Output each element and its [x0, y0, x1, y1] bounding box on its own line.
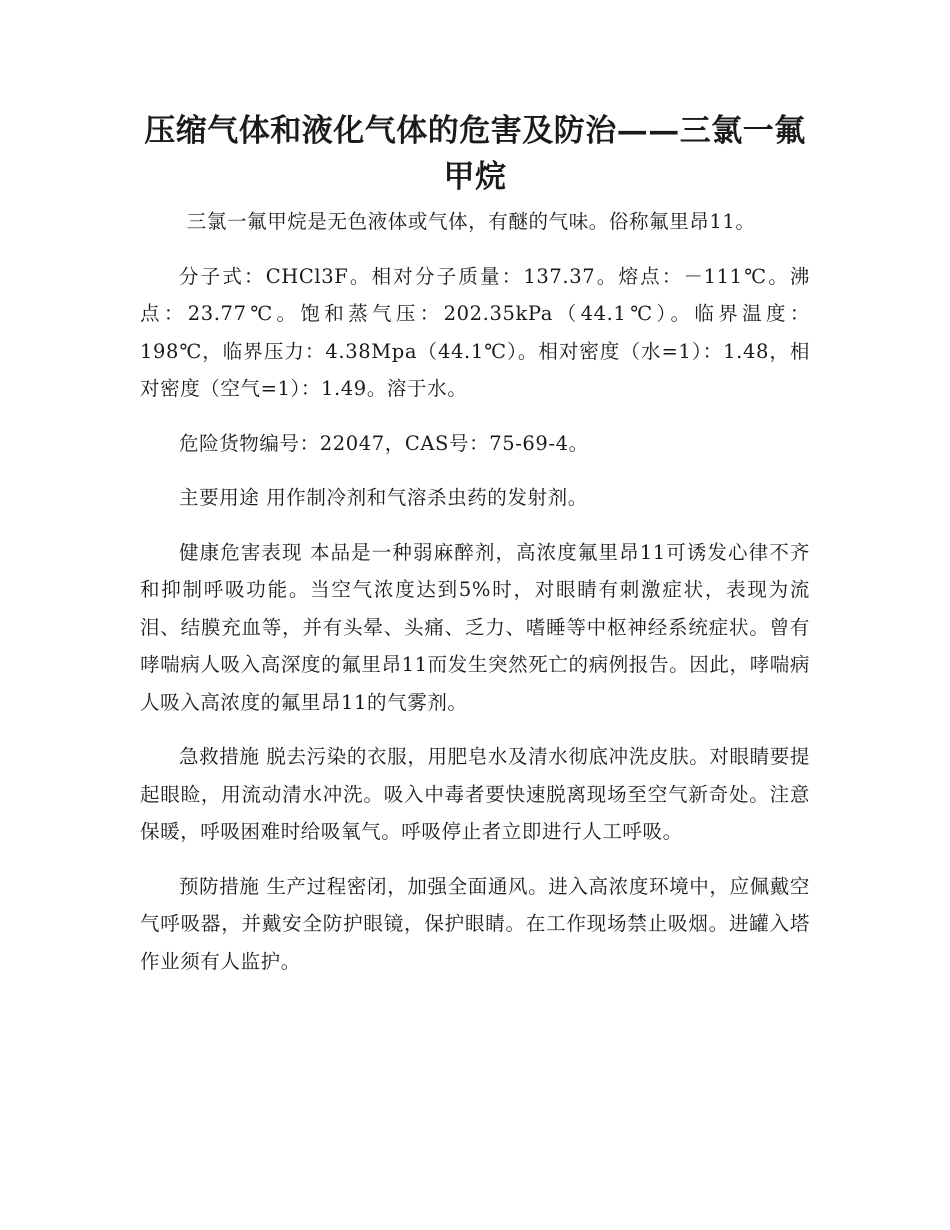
paragraph-text: 三氯一氟甲烷是无色液体或气体，有醚的气味。俗称氟里昂11。	[186, 210, 756, 233]
paragraph-text: 危险货物编号：22047，CAS号：75-69-4。	[179, 431, 589, 455]
paragraph-text: 生产过程密闭，加强全面通风。进入高浓度环境中，应佩戴空气呼吸器，并戴安全防护眼镜，保护眼睛。在工作现场禁止吸烟。进罐入塔作业须有人监护。	[140, 874, 810, 973]
section-label: 预防措施	[179, 874, 260, 898]
section-label: 主要用途	[179, 486, 260, 509]
paragraph-identifiers	[140, 425, 810, 463]
paragraph-first-aid	[140, 738, 810, 851]
paragraph-intro	[140, 203, 810, 241]
section-label: 急救措施	[179, 745, 260, 768]
paragraph-text: 分子式：CHCl3F。相对分子质量：137.37。熔点：－111℃。沸点：23.77℃。饱和蒸气压：202.35kPa（44.1℃）。临界温度：198℃，临界压力：4.38Mpa（44.1℃）。相对密度（水=1）：1.48，相对密度（空气=1）：1.49。溶于水。	[140, 264, 810, 400]
paragraph-prevention	[140, 868, 810, 981]
paragraph-uses	[140, 479, 810, 517]
paragraph-text: 脱去污染的衣服，用肥皂水及清水彻底冲洗皮肤。对眼睛要提起眼睑，用流动清水冲洗。吸入中毒者要快速脱离现场至空气新奇处。注意保暖，呼吸困难时给吸氧气。呼吸停止者立即进行人工呼吸。	[140, 745, 810, 843]
document-title: 压缩气体和液化气体的危害及防治——三氯一氟甲烷	[144, 113, 806, 195]
paragraph-health-hazards	[140, 534, 810, 722]
paragraph-properties	[140, 258, 810, 408]
document-body	[140, 203, 810, 997]
section-label: 健康危害表现	[179, 540, 303, 564]
paragraph-text: 用作制冷剂和气溶杀虫药的发射剂。	[259, 486, 588, 509]
paragraph-text: 本品是一种弱麻醉剂，高浓度氟里昂11可诱发心律不齐和抑制呼吸功能。当空气浓度达到5%时，对眼睛有刺激症状，表现为流泪、结膜充血等，并有头晕、头痛、乏力、嗜睡等中枢神经系统症状。曾有哮喘病人吸入高深度的氟里昂11而发生突然死亡的病例报告。因此，哮喘病人吸入高浓度的氟里昂11的气雾剂。	[140, 540, 810, 714]
